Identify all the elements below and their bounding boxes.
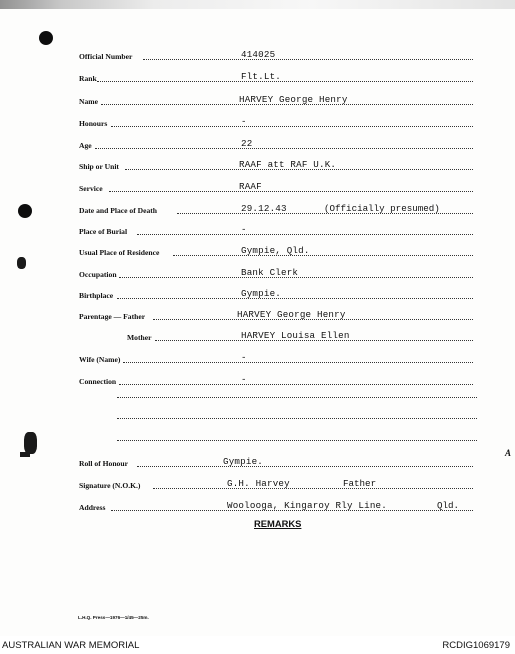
label: Signature (N.O.K.) bbox=[79, 481, 141, 490]
binding-mark bbox=[20, 452, 30, 457]
footer-institution: AUSTRALIAN WAR MEMORIAL bbox=[2, 640, 140, 651]
field-service bbox=[79, 178, 479, 194]
value: - bbox=[241, 224, 247, 235]
death-note: (Officially presumed) bbox=[324, 203, 440, 214]
value: Bank Clerk bbox=[241, 267, 299, 278]
field-signature-nok bbox=[79, 475, 479, 491]
label: Roll of Honour bbox=[79, 459, 128, 468]
value: Gympie. bbox=[241, 288, 281, 299]
label: Official Number bbox=[79, 52, 133, 61]
label: Occupation bbox=[79, 270, 117, 279]
printer-imprint: L.H.Q. Press—1976—1/45—25m. bbox=[78, 615, 149, 620]
punch-hole-middle bbox=[18, 204, 32, 218]
field-roll-of-honour bbox=[79, 453, 479, 469]
field-wife bbox=[79, 349, 479, 365]
field-date-place-of-death bbox=[79, 200, 479, 216]
field-address bbox=[79, 497, 479, 513]
punch-hole-top bbox=[39, 31, 53, 45]
label: Mother bbox=[127, 333, 152, 342]
field-honours bbox=[79, 113, 479, 129]
margin-mark: A bbox=[505, 448, 512, 458]
value: - bbox=[241, 352, 247, 363]
blank-line bbox=[117, 418, 477, 419]
value: Woolooga, Kingaroy Rly Line. bbox=[227, 500, 387, 511]
label: Address bbox=[79, 503, 106, 512]
label: Age bbox=[79, 141, 92, 150]
value: RAAF att RAF U.K. bbox=[239, 159, 337, 170]
value: 22 bbox=[241, 138, 253, 149]
value: - bbox=[241, 374, 247, 385]
field-father bbox=[79, 306, 479, 322]
footer-record-id: RCDIG1069179 bbox=[442, 640, 510, 651]
field-age bbox=[79, 135, 479, 151]
label: Wife (Name) bbox=[79, 355, 121, 364]
value: RAAF bbox=[239, 181, 262, 192]
field-official-number bbox=[79, 46, 479, 62]
value: HARVEY George Henry bbox=[239, 94, 348, 105]
field-name bbox=[79, 91, 479, 107]
label: Ship or Unit bbox=[79, 162, 119, 171]
field-rank bbox=[79, 68, 479, 84]
value: HARVEY Louisa Ellen bbox=[241, 330, 350, 341]
field-ship-or-unit bbox=[79, 156, 479, 172]
blank-line bbox=[117, 397, 477, 398]
label: Name bbox=[79, 97, 98, 106]
label: Honours bbox=[79, 119, 108, 128]
state: Qld. bbox=[437, 500, 460, 511]
label: Birthplace bbox=[79, 291, 114, 300]
field-usual-residence bbox=[79, 242, 479, 258]
remarks-heading: REMARKS bbox=[254, 518, 302, 529]
archive-footer bbox=[0, 636, 515, 654]
field-connection bbox=[79, 371, 479, 387]
value: G.H. Harvey bbox=[227, 478, 290, 489]
value: Gympie, Qld. bbox=[241, 245, 310, 256]
scan-edge bbox=[0, 0, 515, 9]
blank-line bbox=[117, 440, 477, 441]
label: Connection bbox=[79, 377, 117, 386]
label: Place of Burial bbox=[79, 227, 128, 236]
field-birthplace bbox=[79, 285, 479, 301]
value: Gympie. bbox=[223, 456, 263, 467]
label: Service bbox=[79, 184, 103, 193]
binding-mark bbox=[24, 432, 37, 454]
value: 414025 bbox=[241, 49, 276, 60]
field-place-of-burial bbox=[79, 221, 479, 237]
label: Usual Place of Residence bbox=[79, 248, 160, 257]
label: Rank bbox=[79, 74, 97, 83]
value: 29.12.43 bbox=[241, 203, 287, 214]
label: Parentage — Father bbox=[79, 312, 146, 321]
relation: Father bbox=[343, 478, 377, 489]
value: HARVEY George Henry bbox=[237, 309, 346, 320]
value: Flt.Lt. bbox=[241, 71, 281, 82]
field-occupation bbox=[79, 264, 479, 280]
field-mother bbox=[79, 327, 479, 343]
value: - bbox=[241, 116, 247, 127]
binding-mark bbox=[17, 257, 26, 269]
label: Date and Place of Death bbox=[79, 206, 158, 215]
